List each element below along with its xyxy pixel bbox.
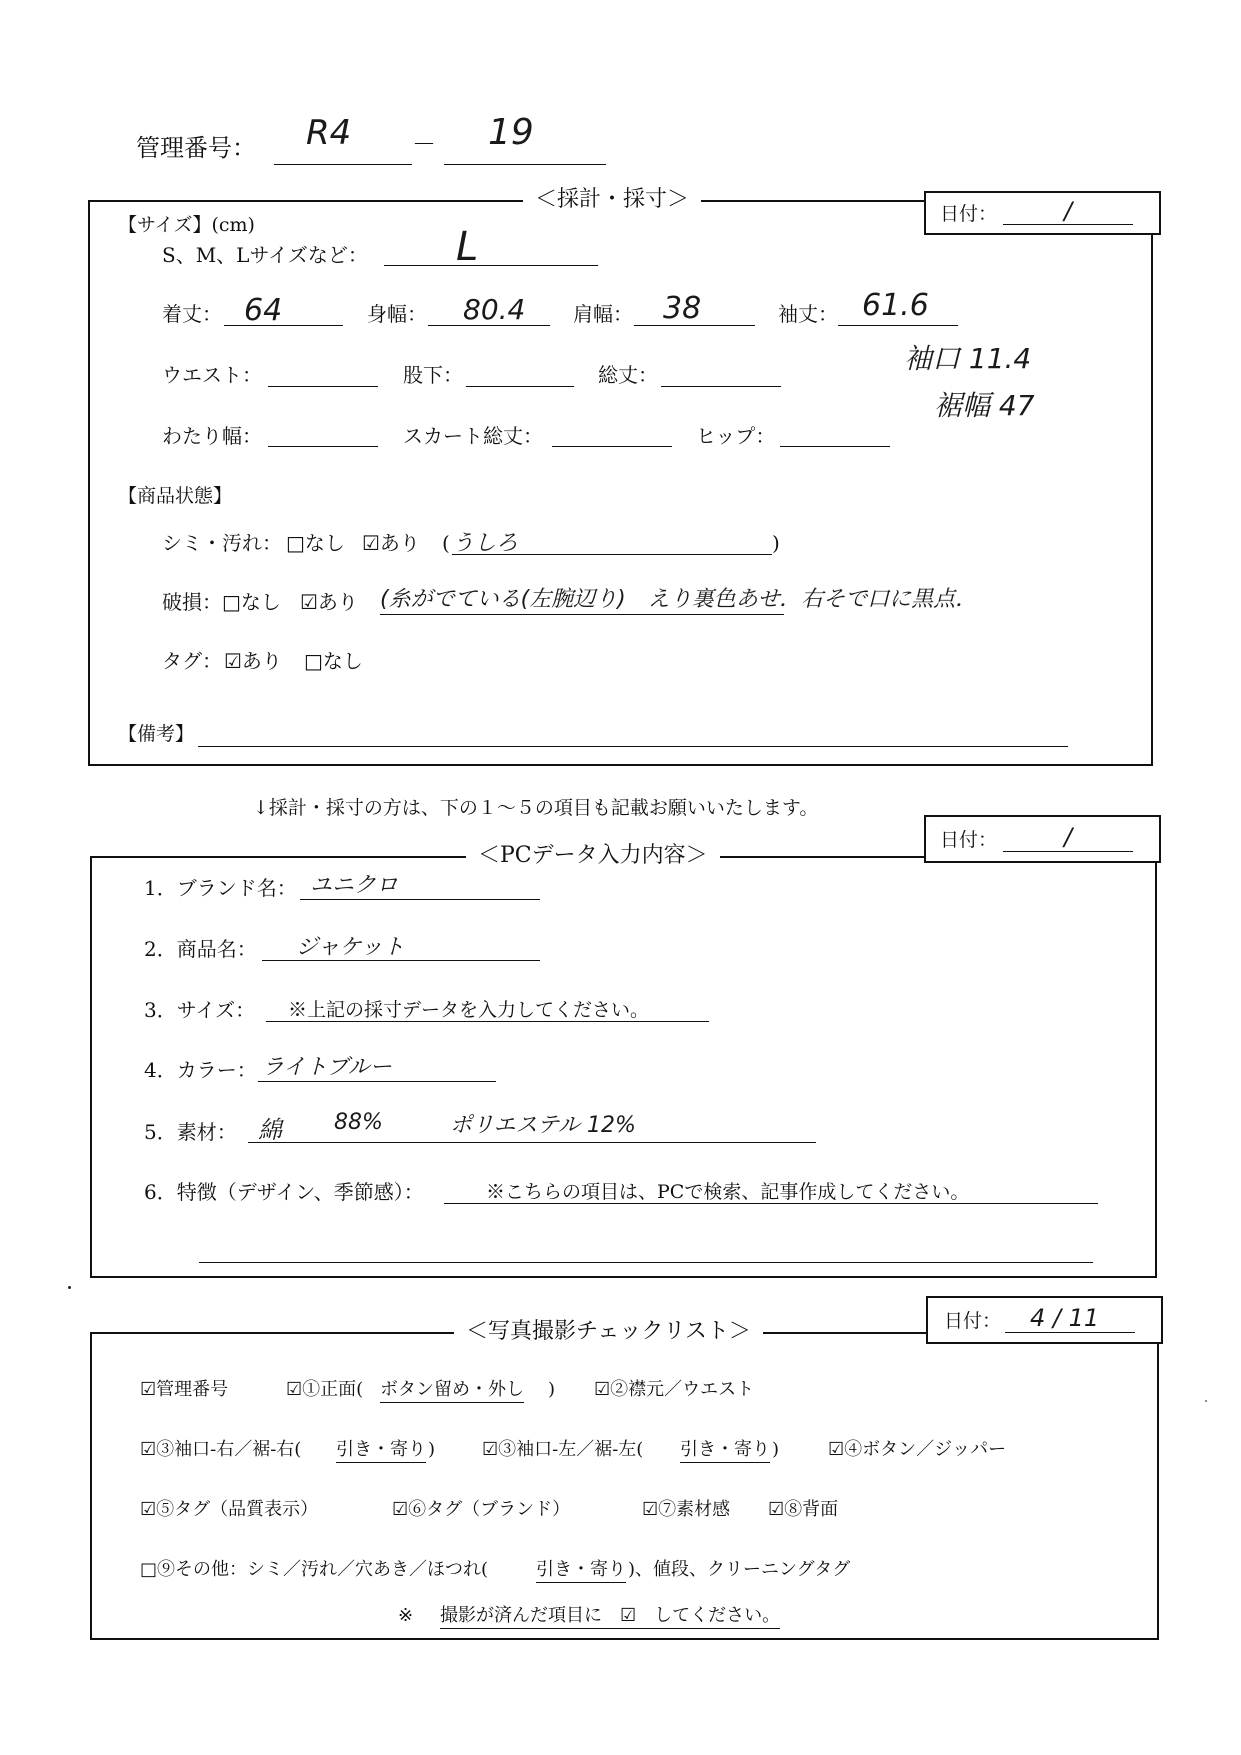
hip-field[interactable] [780, 446, 890, 447]
kitake-label: 着丈： [162, 302, 222, 326]
check-back[interactable]: ☑⑧背面 [768, 1499, 839, 1520]
pc-size-underline [266, 1021, 709, 1022]
remarks-field[interactable] [198, 746, 1068, 747]
condition-heading: 【商品状態】 [118, 485, 233, 507]
skirt-length-label: スカート総丈： [403, 424, 543, 448]
check-right-cuff-close: ) [428, 1439, 436, 1460]
pc-date-box [924, 815, 1161, 863]
waist-label: ウエスト： [162, 363, 262, 387]
control-number-underline-1 [274, 164, 412, 165]
mihaba-value[interactable]: 80.4 [463, 293, 526, 326]
katahaba-label: 肩幅： [573, 302, 633, 326]
color-value[interactable]: ライトブルー [262, 1055, 392, 1080]
size-class-field[interactable] [384, 265, 598, 266]
soutake-field[interactable] [661, 386, 781, 387]
check-right-cuff-prefix[interactable]: ☑③袖口-右／裾-右( [140, 1439, 302, 1460]
size-class-value[interactable]: L [456, 224, 479, 270]
pc-date-value[interactable]: / [1064, 823, 1073, 851]
material-value-cotton-percent[interactable]: 88% [334, 1110, 383, 1135]
features-label: 6．特徴（デザイン、季節感）： [144, 1180, 424, 1204]
check-right-cuff-detail: 引き・寄り [336, 1438, 426, 1463]
stain-note-value[interactable]: うしろ [452, 531, 519, 556]
soutake-label: 総丈： [598, 363, 658, 387]
watari-label: わたり幅： [162, 424, 262, 448]
scan-speck [1205, 1400, 1207, 1402]
pc-date-label: 日付： [940, 829, 998, 851]
checklist-footer-text: 撮影が済んだ項目に ☑ してください。 [440, 1604, 780, 1629]
stain-note-open: ( [442, 531, 450, 555]
check-other-suffix: )、値段、クリーニングタグ [628, 1559, 851, 1580]
check-front-prefix[interactable]: ☑①正面( [286, 1379, 364, 1400]
check-brand-tag[interactable]: ☑⑥タグ（ブランド） [392, 1499, 571, 1520]
damage-note-value[interactable]: (糸がでている(左腕辺り) えり裏色あせ．右そで口に黒点． [380, 587, 978, 612]
product-name-value[interactable]: ジャケット [296, 935, 405, 960]
matashita-field[interactable] [466, 386, 574, 387]
suso-note: 裾幅 47 [934, 389, 1035, 422]
skirt-length-field[interactable] [552, 446, 672, 447]
hip-label: ヒップ： [696, 424, 776, 448]
features-note: ※こちらの項目は、PCで検索、記事作成してください。 [486, 1181, 970, 1203]
photo-date-label: 日付： [944, 1310, 1002, 1332]
watari-field[interactable] [268, 446, 378, 447]
check-quality-tag[interactable]: ☑⑤タグ（品質表示） [140, 1499, 319, 1520]
tag-yes-checkbox[interactable]: ☑あり [224, 649, 282, 673]
check-button-zipper[interactable]: ☑④ボタン／ジッパー [828, 1439, 1007, 1460]
photo-checklist-title: ＜写真撮影チェックリスト＞ [454, 1318, 763, 1346]
measurement-section-title: ＜採計・採寸＞ [523, 186, 701, 214]
yuki-field[interactable] [838, 325, 958, 326]
features-extra-line[interactable] [199, 1262, 1093, 1263]
yuki-value[interactable]: 61.6 [862, 288, 929, 323]
pc-size-label: 3．サイズ： [144, 998, 256, 1022]
matashita-label: 股下： [403, 363, 463, 387]
control-number-prefix[interactable]: R4 [306, 113, 352, 153]
photo-date-value[interactable]: 4 / 11 [1030, 1304, 1100, 1332]
pc-date-underline [1003, 851, 1133, 852]
check-other-detail: 引き・寄り [536, 1558, 626, 1583]
check-front-close: ) [548, 1379, 556, 1400]
instruction-text: ↓採計・採寸の方は、下の１～５の項目も記載お願いいたします。 [253, 797, 819, 819]
check-collar-waist[interactable]: ☑②襟元／ウエスト [594, 1379, 755, 1400]
color-label: 4．カラー： [144, 1058, 257, 1082]
control-number-underline-2 [444, 164, 606, 165]
pc-data-section-title: ＜PCデータ入力内容＞ [466, 842, 720, 870]
damage-label: 破損： [162, 590, 222, 614]
tag-label: タグ： [162, 649, 222, 673]
damage-note-field[interactable] [380, 614, 784, 615]
check-left-cuff-detail: 引き・寄り [680, 1438, 770, 1463]
sodeguchi-note: 袖口 11.4 [904, 342, 1032, 375]
control-number-dash: － [412, 130, 436, 158]
kitake-field[interactable] [224, 325, 343, 326]
brand-value[interactable]: ユニクロ [310, 873, 399, 898]
check-other-prefix[interactable]: □⑨その他：シミ／汚れ／穴あき／ほつれ( [140, 1559, 489, 1580]
stain-none-checkbox[interactable]: □なし [286, 531, 345, 555]
size-class-label: S、M、Lサイズなど： [162, 243, 368, 267]
material-label: 5．素材： [144, 1120, 237, 1144]
check-front-detail: ボタン留め・外し [380, 1378, 524, 1403]
katahaba-value[interactable]: 38 [663, 291, 702, 326]
pc-size-note: ※上記の採寸データを入力してください。 [288, 999, 650, 1021]
tag-none-checkbox[interactable]: □なし [304, 649, 363, 673]
measurement-date-label: 日付： [940, 203, 998, 225]
features-underline [444, 1203, 1098, 1204]
photo-date-box [926, 1296, 1163, 1344]
measurement-section [88, 200, 1153, 766]
stain-yes-checkbox[interactable]: ☑あり [362, 531, 420, 555]
color-field[interactable] [258, 1081, 496, 1082]
checklist-footer-mark: ※ [398, 1605, 414, 1626]
stain-label: シミ・汚れ： [162, 531, 282, 555]
material-field[interactable] [248, 1142, 816, 1143]
measurement-date-value[interactable]: / [1064, 197, 1073, 225]
control-number-value[interactable]: 19 [488, 112, 534, 153]
control-number-label: 管理番号： [136, 134, 256, 162]
measurement-date-box [924, 191, 1161, 235]
stain-note-close: ) [772, 531, 780, 555]
check-left-cuff-prefix[interactable]: ☑③袖口-左／裾-左( [482, 1439, 644, 1460]
photo-date-underline [1005, 1332, 1135, 1333]
mihaba-label: 身幅： [367, 302, 427, 326]
yuki-label: 袖丈： [778, 302, 838, 326]
brand-label: 1．ブランド名： [144, 876, 297, 900]
brand-field[interactable] [300, 899, 540, 900]
product-name-label: 2．商品名： [144, 937, 257, 961]
material-value-cotton[interactable]: 綿 [258, 1116, 282, 1144]
check-material[interactable]: ☑⑦素材感 [642, 1499, 731, 1520]
damage-yes-checkbox[interactable]: ☑あり [300, 590, 358, 614]
remarks-label: 【備考】 [118, 723, 195, 745]
check-left-cuff-close: ) [772, 1439, 780, 1460]
kitake-value[interactable]: 64 [244, 293, 283, 328]
check-control-number[interactable]: ☑管理番号 [140, 1379, 229, 1400]
scan-speck [68, 1286, 71, 1289]
size-heading: 【サイズ】(cm) [118, 214, 255, 236]
waist-field[interactable] [268, 386, 378, 387]
damage-none-checkbox[interactable]: □なし [222, 590, 281, 614]
material-value-polyester[interactable]: ポリエステル 12% [450, 1113, 636, 1138]
